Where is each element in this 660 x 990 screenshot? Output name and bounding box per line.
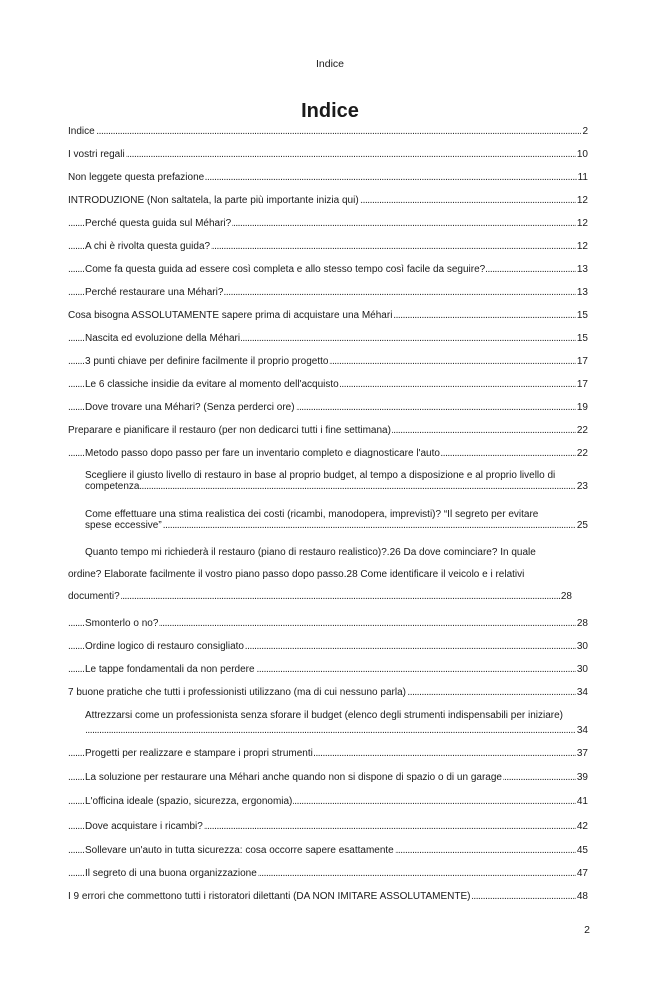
toc-entry-page: 10 [576,149,588,160]
toc-entry-title: Non leggete questa prefazione [68,172,205,183]
toc-entry-page: 30 [576,641,588,652]
toc-entry-page: 19 [576,402,588,413]
toc-entry-page: 34 [576,687,588,698]
toc-entry-title: Ordine logico di restauro consigliato [85,641,244,652]
toc-entry[interactable] [68,241,588,252]
toc-entry-last-line [85,725,588,736]
toc-entry-title: I 9 errori che commettono tutti i ristoratori dilettanti (DA NON IMITARE ASSOLUTAMENTE) [68,891,471,902]
toc-entry[interactable] [68,287,588,298]
toc-entry[interactable] [68,687,588,698]
toc-entry-title [85,725,86,736]
toc-entry[interactable] [68,641,588,652]
toc-entry-title-line: Quanto tempo mi richiederà il restauro (piano di restauro realistico)?.26 Da dove cominciare? In quale [85,547,536,558]
toc-entry-title: competenza [85,481,140,492]
toc-entry-title-line: ordine? Elaborate facilmente il vostro piano passo dopo passo.28 Come identificare il veicolo e i relativi [68,569,525,580]
toc-entry-page: 47 [576,868,588,879]
toc-entry-page: 30 [576,664,588,675]
toc-entry[interactable] [68,379,588,390]
toc-entry[interactable] [68,618,588,629]
toc-entry[interactable] [68,172,588,183]
toc-entry-page: 17 [576,379,588,390]
toc-entry-page: 12 [576,218,588,229]
toc-entry[interactable] [68,425,588,436]
toc-entry[interactable] [68,333,588,344]
toc-entry-page: 23 [576,481,588,492]
toc-entry[interactable] [68,310,588,321]
toc-entry-title: spese eccessive” [85,520,162,531]
page-number: 2 [584,924,590,936]
toc-entry[interactable] [68,218,588,229]
toc-entry-title: Dove acquistare i ricambi? [85,821,203,832]
running-header: Indice [315,58,345,70]
toc-entry-title: I vostri regali [68,149,125,160]
toc-entry-page: 11 [577,172,588,183]
toc-entry-title: Preparare e pianificare il restauro (per non dedicarci tutti i fine settimana) [68,425,391,436]
toc-entry-title-line: Come effettuare una stima realistica dei costi (ricambi, manodopera, imprevisti)? “Il segreto per evitare [85,509,539,520]
toc-entry-page: 37 [576,748,588,759]
toc-entry-page: 28 [576,618,588,629]
toc-entry-page: 17 [576,356,588,367]
toc-entry-title: Indice [68,126,95,137]
toc-entry-title-line: Scegliere il giusto livello di restauro in base al proprio budget, al tempo a disposizione e al proprio livello di [85,470,556,481]
toc-entry-title: Smonterlo o no? [85,618,159,629]
toc-entry-title: Come fa questa guida ad essere così completa e allo stesso tempo così facile da seguire? [85,264,486,275]
toc-entry-title: Sollevare un'auto in tutta sicurezza: cosa occorre sapere esattamente [85,845,394,856]
toc-entry-title: Le tappe fondamentali da non perdere [85,664,255,675]
toc-entry-page: 15 [576,333,588,344]
page-title: Indice [301,100,359,122]
toc-entry[interactable] [68,195,588,206]
toc-entry-title-line: Attrezzarsi come un professionista senza sforare il budget (elenco degli strumenti indispensabili per iniziare) [85,710,564,721]
toc-entry-title: Perché restaurare una Méhari? [85,287,224,298]
toc-entry-last-line [85,481,588,492]
toc-entry-title: A chi è rivolta questa guida? [85,241,211,252]
toc-entry-page: 45 [576,845,588,856]
toc-entry-page: 25 [576,520,588,531]
toc-entry-page: 13 [576,287,588,298]
toc-entry-last-line [68,591,572,602]
toc-entry-page: 41 [576,796,588,807]
toc-entry[interactable] [68,891,588,902]
toc-entry[interactable] [68,356,588,367]
toc-entry[interactable] [85,710,588,736]
toc-entry-last-line [85,520,588,531]
toc-entry-page: 2 [582,126,588,137]
toc-entry-title: 7 buone pratiche che tutti i professionisti utilizzano (ma di cui nessuno parla) [68,687,406,698]
toc-entry-title: INTRODUZIONE (Non saltatela, la parte più importante inizia qui) [68,195,359,206]
toc-entry-title: Cosa bisogna ASSOLUTAMENTE sapere prima di acquistare una Méhari [68,310,393,321]
toc-entry-page: 13 [576,264,588,275]
toc-entry-title: Metodo passo dopo passo per fare un inventario completo e diagnosticare l'auto [85,448,440,459]
toc-entry-title: Le 6 classiche insidie da evitare al momento dell'acquisto [85,379,339,390]
toc-entry[interactable] [68,448,588,459]
toc-entry[interactable] [68,821,588,832]
toc-entry[interactable] [68,845,588,856]
toc-entry[interactable] [68,264,588,275]
toc-entry-title: 3 punti chiave per definire facilmente il proprio progetto [85,356,329,367]
toc-entry[interactable] [68,402,588,413]
toc-entry[interactable] [68,772,588,783]
toc-entry[interactable] [68,126,588,137]
toc-entry-title: Nascita ed evoluzione della Méhari [85,333,241,344]
toc-entry-title: La soluzione per restaurare una Méhari anche quando non si dispone di spazio o di un garage [85,772,502,783]
toc-entry-title: Perché questa guida sul Méhari? [85,218,232,229]
toc-entry-page: 22 [576,448,588,459]
toc-entry[interactable] [68,149,588,160]
toc-entry-page: 22 [576,425,588,436]
toc-entry-title: L'officina ideale (spazio, sicurezza, ergonomia) [85,796,293,807]
toc-entry[interactable] [68,664,588,675]
toc-entry-page: 12 [576,241,588,252]
toc-entry-page: 48 [576,891,588,902]
toc-entry[interactable] [68,796,588,807]
toc-entry-title: Progetti per realizzare e stampare i propri strumenti [85,748,313,759]
toc-entry-page: 42 [576,821,588,832]
toc-entry[interactable] [68,547,588,602]
toc-entry-title: Dove trovare una Méhari? (Senza perderci ore) [85,402,295,413]
toc-entry[interactable] [68,748,588,759]
toc-entry-page: 34 [576,725,588,736]
toc-entry-title: Il segreto di una buona organizzazione [85,868,257,879]
toc-entry-page: 15 [576,310,588,321]
toc-entry[interactable] [68,868,588,879]
toc-entry[interactable] [85,470,588,492]
toc-entry-page: 12 [576,195,588,206]
toc-entry-page: 39 [576,772,588,783]
toc-entry-page: 28 [560,591,572,602]
toc-entry-title: documenti? [68,591,120,602]
toc-entry[interactable] [85,509,588,531]
